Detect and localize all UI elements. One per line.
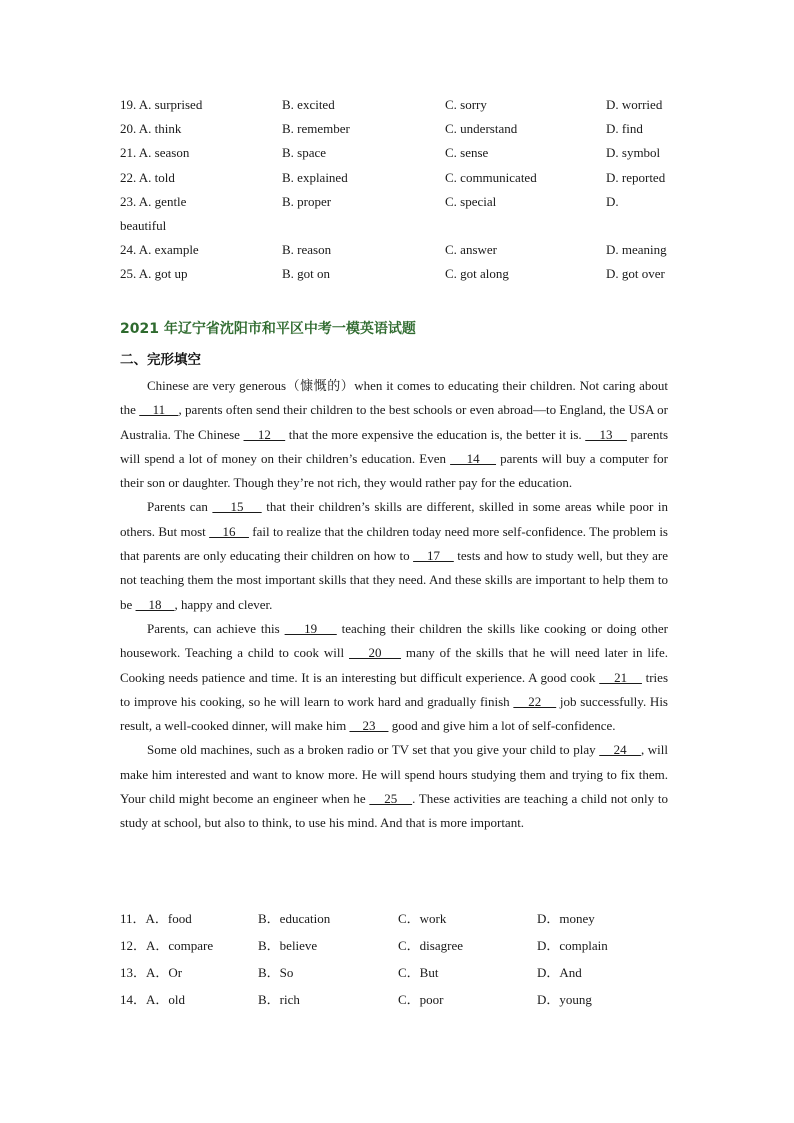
option-text: D. worried	[606, 97, 663, 112]
option-text: 20. A. think	[120, 121, 182, 136]
option-text: B. proper	[282, 194, 332, 209]
mc-option-text: B．rich	[258, 992, 300, 1007]
mc-option-text: 11．A．food	[120, 911, 192, 926]
option-text: D. symbol	[606, 145, 661, 160]
mc-option-text: C．work	[398, 911, 447, 926]
mc-option-text: D．young	[537, 992, 592, 1007]
option-text: D. got over	[606, 266, 665, 281]
option-text: beautiful	[120, 218, 167, 233]
option-text: B. explained	[282, 170, 348, 185]
option-text: B. excited	[282, 97, 335, 112]
option-text: C. communicated	[445, 170, 537, 185]
option-text: 24. A. example	[120, 242, 199, 257]
option-row	[120, 217, 680, 235]
cloze-passage	[120, 374, 668, 836]
answer-blank: 24	[599, 742, 641, 758]
mc-option-row	[120, 990, 680, 1010]
passage-text: tests and how to study well, but they are not teaching them the most important skills that they need. And these skills are important to help them to be	[120, 548, 669, 612]
mc-option-text: 12．A．compare	[120, 938, 214, 953]
answer-blank: 13	[585, 426, 627, 442]
answer-blank: 12	[243, 426, 286, 442]
option-row	[120, 193, 680, 211]
passage-text: good and give him a lot of self-confidence.	[388, 718, 616, 734]
answer-blank: 25	[369, 791, 413, 807]
option-row	[120, 144, 680, 162]
passage-paragraph	[120, 374, 668, 495]
option-row	[120, 96, 680, 114]
mc-option-text: C．But	[398, 965, 439, 980]
passage-text: Chinese are very generous（慷慨的）when it comes to educating their children. Not caring about the	[120, 378, 668, 418]
passage-text: , parents often send their children to the best schools or even abroad—to England, the USA or Australia. The Chinese	[120, 402, 668, 442]
option-text: C. understand	[445, 121, 518, 136]
passage-text: , happy and clever.	[174, 596, 273, 612]
mc-option-row	[120, 936, 680, 956]
passage-text: Parents can	[147, 499, 213, 515]
passage-paragraph	[120, 738, 668, 835]
answer-blank: 19	[284, 620, 337, 636]
mc-option-row	[120, 963, 680, 983]
answer-blank: 16	[209, 523, 249, 539]
passage-text: tries to improve his cooking, so he will learn to work hard and gradually finish	[120, 669, 668, 709]
answer-blank: 15	[212, 499, 262, 515]
option-text: C. special	[445, 194, 497, 209]
option-text: B. got on	[282, 266, 331, 281]
passage-text: parents will buy a computer for their son or daughter. Though they’re not rich, they would rather pay for the education.	[120, 450, 669, 491]
option-text: D. find	[606, 121, 643, 136]
option-text: 25. A. got up	[120, 266, 188, 281]
mc-option-text: D．And	[537, 965, 582, 980]
option-text: C. sense	[445, 145, 489, 160]
answer-blank: 17	[413, 548, 454, 564]
mc-option-text: B．So	[258, 965, 294, 980]
option-text: C. answer	[445, 242, 497, 257]
passage-text: teaching their children the skills like cooking or doing other housework. Teaching a child to cook will	[120, 620, 669, 661]
passage-text: that their children’s skills are different, skilled in some areas while poor in others. But most	[120, 499, 669, 539]
answer-blank: 23	[349, 718, 389, 734]
passage-text: many of the skills that he will need later in life. Cooking needs patience and time. It is an interesting but difficult experience. A good cook	[120, 645, 668, 685]
answer-blank: 22	[513, 693, 557, 709]
option-text: 21. A. season	[120, 145, 190, 160]
passage-text: that the more expensive the education is, the better it is.	[285, 426, 586, 442]
option-text: 23. A. gentle	[120, 194, 187, 209]
mc-option-text: D．complain	[537, 938, 608, 953]
mc-option-text: C．poor	[398, 992, 444, 1007]
option-text: D. meaning	[606, 242, 667, 257]
answer-blank: 21	[599, 669, 642, 685]
option-row	[120, 241, 680, 259]
passage-text: fail to realize that the children today need more self-confidence. The problem is that parents are only educating their children on how to	[120, 523, 668, 564]
option-row	[120, 120, 680, 138]
passage-text: Some old machines, such as a broken radio or TV set that you give your child to play	[147, 742, 600, 758]
option-row	[120, 169, 680, 187]
answer-blank: 18	[135, 596, 175, 612]
passage-text: Parents, can achieve this	[147, 620, 285, 636]
passage-paragraph	[120, 617, 668, 738]
passage-paragraph	[120, 495, 668, 616]
option-text: C. sorry	[445, 97, 487, 112]
option-text: B. reason	[282, 242, 332, 257]
mc-option-row	[120, 909, 680, 929]
mc-option-text: D．money	[537, 911, 595, 926]
passage-text: . These activities are teaching a child not only to study at school, but also to think, to use his mind. And that is more important.	[120, 791, 668, 831]
option-text: D. reported	[606, 170, 666, 185]
option-row	[120, 265, 680, 283]
option-text: D.	[606, 194, 619, 209]
mc-option-text: 13．A．Or	[120, 965, 183, 980]
option-text: 19. A. surprised	[120, 97, 203, 112]
mc-option-text: B．education	[258, 911, 331, 926]
option-text: 22. A. told	[120, 170, 175, 185]
answer-blank: 11	[139, 402, 179, 418]
answer-blank: 14	[450, 450, 497, 466]
passage-text: , will make him interested and want to know more. He will spend hours studying them and trying to fix them. Your child might become an engineer when he	[120, 742, 668, 807]
passage-text: job successfully. His result, a well-cooked dinner, will make him	[120, 693, 668, 734]
exam-title: 2021 年辽宁省沈阳市和平区中考一模英语试题	[120, 321, 416, 337]
mc-option-text: C．disagree	[398, 938, 463, 953]
option-text: B. space	[282, 145, 327, 160]
answer-blank: 20	[349, 645, 402, 661]
mc-option-text: 14．A．old	[120, 992, 186, 1007]
passage-text: parents will spend a lot of money on their children’s education. Even	[120, 426, 669, 466]
option-text: C. got along	[445, 266, 509, 281]
option-text: B. remember	[282, 121, 350, 136]
mc-option-text: B．believe	[258, 938, 318, 953]
section-heading: 二、完形填空	[120, 352, 201, 368]
